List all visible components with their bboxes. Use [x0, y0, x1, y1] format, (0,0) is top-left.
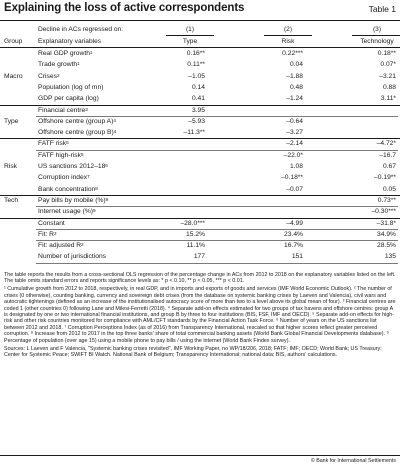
row-label: Population (log of mn) — [38, 83, 104, 91]
cell-technology: 0.05 — [382, 185, 396, 193]
cell-technology: 28.5% — [377, 242, 396, 250]
cell-type: –5.93 — [188, 117, 205, 125]
footnote-marker: 4 — [113, 117, 116, 123]
footnote-marker: 7 — [87, 174, 90, 180]
cell-risk: 0.48 — [289, 83, 303, 91]
row-label: Pay bills by mobile (%)$^9$ — [38, 196, 109, 204]
footnote-marker: 2 — [81, 242, 84, 248]
note-footnotes: ¹ Cumulative growth from 2012 to 2018, respectively, in real GDP, and in imports and exports of goods and services (IMF World Economic Outlook). ² The number of crises (0 otherwise), counting banking, currency and sovereign debt crises (from the database on systemic banking crises by Laeven and Valencia), civil wars and autocratic tightenings (defined as an increase of the institutionalised autocracy score of more than two to a level above its global mean of four). ³ Financial centres are coded 1 (other countries 0) following Lane and Milesi-Ferretti (2018). ⁴ Separate add-on effects estimated for two groups of tax havens and offshore centres: group A is designated by one or two international financial institutions, and group B by three to four institutions (BIS, FSF, IMF and OECD). ⁵ Separate add-on effects for high-risk and other risk countries monitored for compliance with AML/CFT standards by the Financial Action Task Force. ⁶ Number of years on the US sanctions list between 2012 and 2018. ⁷ Corruption Perceptions Index (as of 2016) from Transparency International, rescaled so that higher scores reflect greater perceived corruption. ⁸ Increase from 2012 to 2017 in the top three banks' share of total commercial banking assets (World Bank Global Financial Developments database). ⁹ Percentage of population (over age 15) using a mobile phone to pay bills / using the internet (World Bank Findex survey). — [4, 286, 396, 344]
cell-type: –11.3** — [183, 129, 205, 137]
cell-risk: 151 — [291, 253, 303, 261]
footnote-marker: 9 — [93, 208, 96, 214]
table-row — [0, 138, 400, 149]
table-row — [0, 71, 400, 82]
cell-technology: 0.88 — [382, 83, 396, 91]
row-divider — [36, 263, 398, 264]
col-2-name: Risk — [281, 38, 295, 45]
cell-technology: 0.18** — [377, 50, 396, 57]
note-sources: Sources: L Laeven and F Valencia, "Systemic banking crises revisited", IMF Working Paper, no WP/18/206, 2018; FATF; IMF; OECD; World Bank; US Treasury; Center for Systemic Peace; SWIFT BI Watch. National Bank of Belgium; Transparency International; national data; BIS, authors' calculations. — [4, 345, 382, 359]
group-header: Group — [4, 38, 23, 45]
cell-risk: –0.64 — [286, 117, 303, 125]
row-group: Tech — [4, 196, 19, 204]
cell-type: 0.14 — [191, 83, 205, 91]
col-3-number: (3) — [372, 26, 382, 33]
cell-risk: –3.27 — [286, 129, 303, 137]
cell-risk: –0.18** — [281, 174, 303, 182]
row-label: FATF high-risk$^5$ — [38, 151, 84, 159]
explanatory-header: Explanatory variables — [38, 38, 102, 45]
row-label: Offshore centre (group B)$^4$ — [38, 129, 117, 137]
cell-technology: 0.07* — [380, 61, 396, 69]
row-group: Risk — [4, 163, 18, 170]
table-row — [0, 150, 400, 161]
row-group: Macro — [4, 72, 23, 80]
cell-type: 0.41 — [191, 95, 205, 103]
table-row — [0, 206, 400, 217]
cell-technology: –16.7 — [379, 151, 396, 159]
row-label: FATF risk$^5$ — [38, 140, 69, 148]
col-1-rule — [166, 35, 214, 36]
row-label: Financial centre$^3$ — [38, 106, 88, 114]
cell-risk: 16.7% — [284, 242, 303, 250]
table-row — [0, 240, 400, 251]
footnote-marker: 9 — [105, 196, 109, 202]
col-3-name: Technology — [360, 38, 394, 45]
table-row — [0, 127, 400, 138]
row-label: Constant — [38, 219, 65, 227]
col-2-number: (2) — [283, 26, 293, 33]
row-label: US sanctions $2012-18^6$ — [38, 163, 108, 170]
footnote-marker: 8 — [95, 185, 98, 191]
cell-risk: –0.07 — [286, 185, 303, 193]
cell-technology: –31.8* — [376, 219, 396, 227]
cell-risk: –1.88 — [286, 72, 303, 80]
cell-risk: –1.24 — [286, 95, 303, 103]
row-label: Fit: $R^2$ — [38, 230, 57, 238]
table-row — [0, 116, 400, 127]
cell-technology: 135 — [384, 253, 396, 261]
copyright: © Bank for International Settlements — [310, 458, 396, 464]
cell-type: –28.0*** — [180, 219, 205, 227]
table-label: Table 1 — [368, 4, 396, 14]
cell-risk: 1.08 — [289, 163, 303, 170]
table-row — [0, 161, 400, 172]
cell-technology: 0.67 — [382, 163, 396, 170]
cell-risk: –22.0* — [283, 151, 303, 159]
row-label: Corruption index$^7$ — [38, 174, 90, 182]
cell-risk: –4.99 — [286, 219, 303, 227]
footnote-marker: 4 — [113, 129, 117, 135]
table-row — [0, 48, 400, 59]
col-2-rule — [264, 35, 312, 36]
cell-risk: 23.4% — [284, 230, 303, 238]
table-row — [0, 184, 400, 195]
cell-type: 0.11** — [187, 61, 205, 69]
footnote-marker: 2 — [56, 72, 60, 78]
table-row — [0, 93, 400, 104]
cell-type: 177 — [193, 253, 205, 261]
cell-technology: 34.9% — [377, 230, 396, 238]
footnote-marker: 1 — [77, 61, 80, 67]
row-label: Trade growth$^1$ — [38, 61, 80, 69]
row-label: Bank concentration$^8$ — [38, 185, 98, 193]
col-1-number: (1) — [185, 26, 195, 33]
row-label: Crises$^2$ — [38, 72, 60, 80]
footnote-marker: 1 — [89, 50, 93, 55]
cell-risk: 0.22*** — [282, 50, 303, 57]
cell-technology: –0.30*** — [371, 208, 396, 216]
cell-technology: 3.11* — [380, 95, 396, 103]
dependent-label: Decline in ACs regressed on: — [38, 26, 124, 33]
footnote-marker: 3 — [85, 106, 88, 112]
footnote-marker: 5 — [80, 151, 84, 157]
footnote-marker: 6 — [105, 163, 108, 168]
table-row — [0, 251, 400, 262]
cell-type: –1.05 — [188, 72, 205, 80]
title-bar — [0, 0, 400, 21]
table-row — [0, 82, 400, 93]
table-row — [0, 105, 400, 116]
footnote-marker: 2 — [53, 230, 57, 236]
cell-technology: –4.72* — [376, 140, 396, 148]
cell-technology: –3.21 — [379, 72, 396, 80]
cell-type: 15.2% — [186, 230, 205, 238]
cell-type: 3.95 — [191, 106, 205, 114]
cell-technology: –0.19** — [374, 174, 396, 182]
row-label: Fit: adjusted $R^2$ — [38, 242, 84, 250]
row-label: Number of jurisdictions — [38, 253, 107, 261]
table-row — [0, 229, 400, 240]
notes — [4, 272, 396, 360]
table-row — [0, 172, 400, 183]
row-label: GDP per capita (log) — [38, 95, 99, 103]
cell-risk: 0.04 — [289, 61, 303, 69]
row-label: Real GDP growth$^1$ — [38, 50, 93, 57]
cell-type: 0.16** — [186, 50, 205, 57]
cell-technology: 0.73** — [377, 196, 396, 204]
row-label: Offshore centre (group A)$^4$ — [38, 117, 116, 125]
note-summary: The table reports the results from a cross-sectional OLS regression of the percentage change in ACs from 2012 to 2018 on the explanatory variables listed on the left. The table omits standard errors and reports significance levels as: * p < 0.10, ** p < 0.05, *** p < 0.01. — [4, 272, 396, 285]
table-row — [0, 59, 400, 70]
row-group: Type — [4, 117, 19, 125]
footnote-marker: 5 — [66, 140, 69, 146]
bottom-rule — [0, 455, 400, 456]
cell-risk: –2.14 — [286, 140, 303, 148]
page-title: Explaining the loss of active correspondents — [4, 2, 245, 14]
col-1-name: Type — [182, 38, 198, 45]
row-label: Internet usage (%)$^9$ — [38, 208, 96, 216]
col-3-rule — [352, 35, 400, 36]
cell-type: 11.1% — [186, 242, 205, 250]
table-row — [0, 195, 400, 206]
table-row — [0, 218, 400, 229]
